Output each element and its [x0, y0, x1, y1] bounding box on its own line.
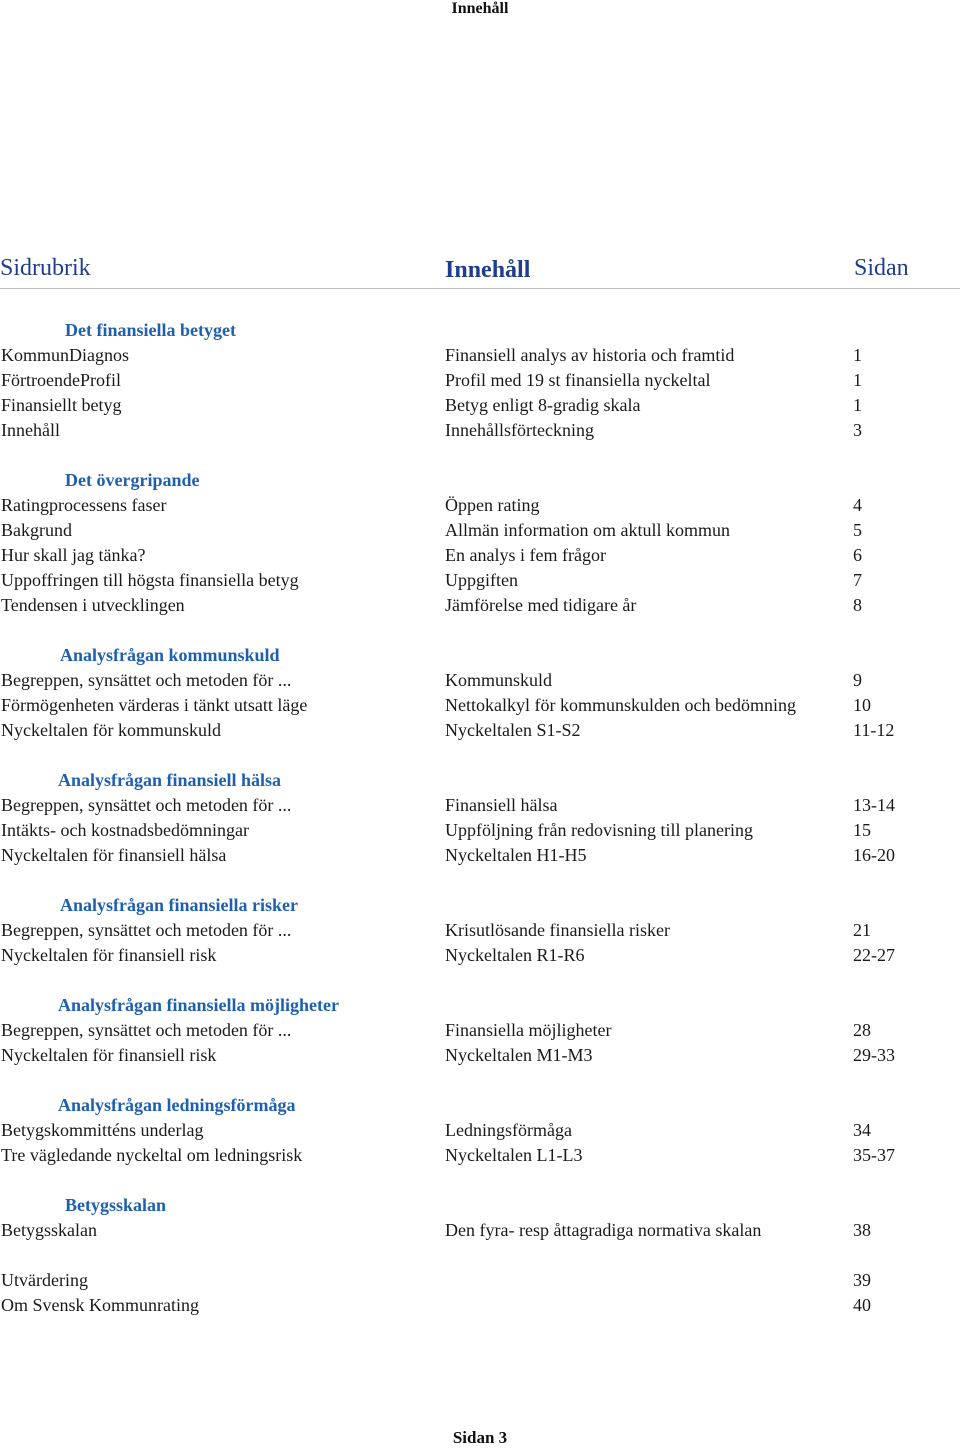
toc-content: Nyckeltalen L1-L3 — [445, 1145, 583, 1165]
toc-page-number: 21 — [853, 920, 871, 940]
toc-page-number: 6 — [853, 545, 862, 565]
toc-heading: Om Svensk Kommunrating — [1, 1295, 199, 1315]
toc-row — [0, 843, 960, 868]
toc-page-number: 16-20 — [853, 845, 895, 865]
toc-row — [0, 1293, 960, 1318]
toc-row — [0, 693, 960, 718]
toc-row — [0, 1118, 960, 1143]
toc-page-number: 22-27 — [853, 945, 895, 965]
toc-row — [0, 568, 960, 593]
toc-row — [0, 593, 960, 618]
toc-page-number: 29-33 — [853, 1045, 895, 1065]
toc-row — [0, 1043, 960, 1068]
toc-row — [0, 793, 960, 818]
toc-row — [0, 1143, 960, 1168]
section-title: Det övergripande — [65, 470, 200, 490]
toc-content: Öppen rating — [445, 495, 540, 515]
toc-page-number: 4 — [853, 495, 862, 515]
toc-section — [0, 1093, 960, 1168]
toc-heading: Utvärdering — [1, 1270, 88, 1290]
running-header: Innehåll — [451, 0, 509, 17]
toc-row — [0, 393, 960, 418]
toc-page-number: 1 — [853, 345, 862, 365]
toc-heading: Hur skall jag tänka? — [1, 545, 146, 565]
toc-row — [0, 668, 960, 693]
toc-section — [0, 643, 960, 743]
toc-page-number: 34 — [853, 1120, 871, 1140]
column-header-innehall: Innehåll — [445, 257, 531, 283]
toc-page-number: 9 — [853, 670, 862, 690]
toc-section — [0, 893, 960, 968]
toc-row — [0, 418, 960, 443]
toc-section — [0, 1193, 960, 1243]
section-title: Det finansiella betyget — [65, 320, 236, 340]
toc-section — [0, 318, 960, 443]
toc-row — [0, 818, 960, 843]
section-title: Analysfrågan kommunskuld — [60, 645, 280, 665]
toc-content: En analys i fem frågor — [445, 545, 606, 565]
toc-heading: Betygskommitténs underlag — [1, 1120, 204, 1140]
toc-heading: Nyckeltalen för finansiell risk — [1, 945, 217, 965]
toc-heading: Begreppen, synsättet och metoden för ... — [1, 920, 292, 940]
toc-row — [0, 1218, 960, 1243]
toc-page-number: 40 — [853, 1295, 871, 1315]
toc-heading: KommunDiagnos — [1, 345, 129, 365]
column-header-sidrubrik: Sidrubrik — [0, 255, 91, 281]
toc-heading: Ratingprocessens faser — [1, 495, 167, 515]
column-headers — [0, 250, 960, 290]
toc-content: Ledningsförmåga — [445, 1120, 572, 1140]
page-number-footer: Sidan 3 — [452, 1428, 508, 1447]
toc-section — [0, 768, 960, 868]
toc-content: Uppföljning från redovisning till planering — [445, 820, 753, 840]
toc-row — [0, 368, 960, 393]
table-of-contents — [0, 318, 960, 1343]
toc-page-number: 38 — [853, 1220, 871, 1240]
section-title: Analysfrågan finansiella möjligheter — [58, 995, 339, 1015]
toc-heading: Begreppen, synsättet och metoden för ... — [1, 795, 292, 815]
toc-content: Nyckeltalen H1-H5 — [445, 845, 587, 865]
toc-page-number: 1 — [853, 395, 862, 415]
toc-heading: Betygsskalan — [1, 1220, 97, 1240]
toc-heading: FörtroendeProfil — [1, 370, 121, 390]
section-title: Betygsskalan — [65, 1195, 167, 1215]
toc-heading: Begreppen, synsättet och metoden för ... — [1, 670, 292, 690]
toc-content: Finansiell hälsa — [445, 795, 558, 815]
toc-page-number: 7 — [853, 570, 862, 590]
toc-content: Finansiella möjligheter — [445, 1020, 612, 1040]
toc-row — [0, 518, 960, 543]
toc-row — [0, 918, 960, 943]
toc-content: Jämförelse med tidigare år — [445, 595, 637, 615]
toc-content: Kommunskuld — [445, 670, 553, 690]
section-title: Analysfrågan ledningsförmåga — [58, 1095, 296, 1115]
toc-page-number: 3 — [853, 420, 862, 440]
toc-content: Nyckeltalen S1-S2 — [445, 720, 581, 740]
toc-heading: Nyckeltalen för kommunskuld — [1, 720, 221, 740]
toc-page-number: 28 — [853, 1020, 871, 1040]
toc-content: Finansiell analys av historia och framtid — [445, 345, 735, 365]
toc-heading: Finansiellt betyg — [1, 395, 122, 415]
toc-heading: Förmögenheten värderas i tänkt utsatt läge — [1, 695, 308, 715]
toc-heading: Begreppen, synsättet och metoden för ... — [1, 1020, 292, 1040]
toc-section — [0, 468, 960, 618]
toc-page-number: 10 — [853, 695, 871, 715]
toc-row — [0, 493, 960, 518]
toc-page-number: 8 — [853, 595, 862, 615]
toc-row — [0, 1268, 960, 1293]
toc-content: Betyg enligt 8-gradig skala — [445, 395, 641, 415]
toc-content: Nyckeltalen M1-M3 — [445, 1045, 593, 1065]
toc-page-number: 11-12 — [853, 720, 895, 740]
toc-heading: Nyckeltalen för finansiell risk — [1, 1045, 217, 1065]
toc-heading: Uppoffringen till högsta finansiella betyg — [1, 570, 299, 590]
toc-heading: Nyckeltalen för finansiell hälsa — [1, 845, 227, 865]
toc-heading: Tendensen i utvecklingen — [1, 595, 185, 615]
toc-row — [0, 718, 960, 743]
toc-content: Den fyra- resp åttagradiga normativa skalan — [445, 1220, 762, 1240]
toc-row — [0, 543, 960, 568]
toc-heading: Innehåll — [1, 420, 60, 440]
toc-row — [0, 1018, 960, 1043]
toc-content: Nettokalkyl för kommunskulden och bedömning — [445, 695, 796, 715]
toc-page-number: 39 — [853, 1270, 871, 1290]
toc-content: Uppgiften — [445, 570, 518, 590]
toc-content: Profil med 19 st finansiella nyckeltal — [445, 370, 711, 390]
toc-row — [0, 943, 960, 968]
toc-heading: Bakgrund — [1, 520, 72, 540]
toc-page-number: 13-14 — [853, 795, 895, 815]
section-title: Analysfrågan finansiella risker — [60, 895, 299, 915]
toc-content: Krisutlösande finansiella risker — [445, 920, 670, 940]
toc-content: Innehållsförteckning — [445, 420, 594, 440]
toc-row — [0, 343, 960, 368]
toc-page-number: 35-37 — [853, 1145, 895, 1165]
toc-page-number: 1 — [853, 370, 862, 390]
toc-content: Allmän information om aktull kommun — [445, 520, 730, 540]
toc-content: Nyckeltalen R1-R6 — [445, 945, 585, 965]
toc-heading: Tre vägledande nyckeltal om ledningsrisk — [1, 1145, 303, 1165]
column-header-sidan: Sidan — [854, 255, 909, 281]
toc-page-number: 5 — [853, 520, 862, 540]
section-title: Analysfrågan finansiell hälsa — [58, 770, 282, 790]
toc-heading: Intäkts- och kostnadsbedömningar — [1, 820, 249, 840]
toc-section — [0, 1268, 960, 1318]
toc-section — [0, 993, 960, 1068]
header-divider — [0, 288, 960, 289]
toc-page-number: 15 — [853, 820, 871, 840]
